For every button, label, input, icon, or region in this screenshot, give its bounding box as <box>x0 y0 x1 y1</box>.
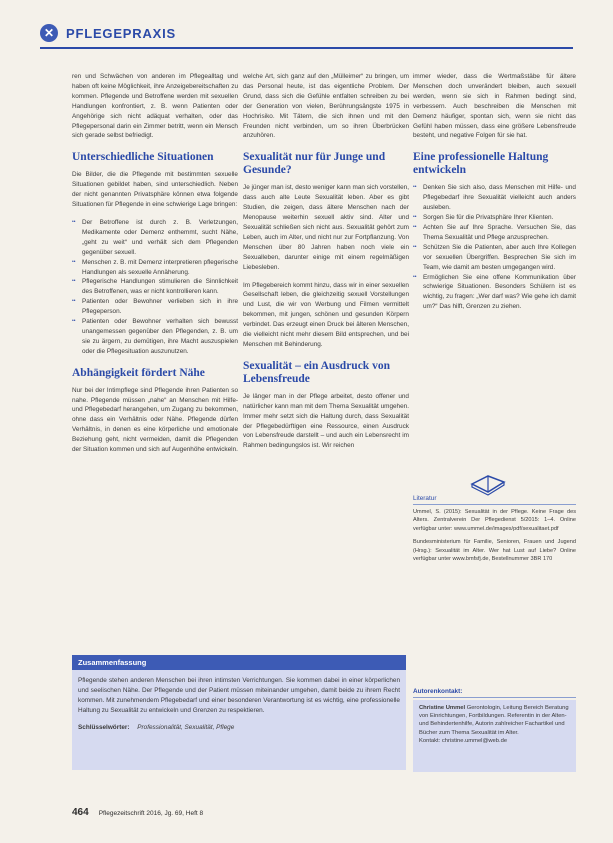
author-contact: Kontakt: christine.ummel@web.de <box>419 737 508 744</box>
author-bio: Gerontologin, Leitung Bereich Beratung von Einrichtungen, Fortbildungen. Referentin in der Alten- und Behindertenhilfe, Autorin zahlreicher Fachartikel und Bücher zum Thema Sexualität im Alter. <box>419 705 569 736</box>
list-item: •• Patienten oder Bewohner verlieben sich in ihre Pflegeperson. <box>72 297 238 317</box>
column-2 <box>243 72 409 459</box>
col1-heading-2: Abhängigkeit fördert Nähe <box>72 366 205 379</box>
summary-text: Pflegende stehen anderen Menschen bei ihren intimsten Verrichtungen. Sie kommen dabei in einer körperlichen und seelischen Nähe. Der Pflegende und der Patient müssen miteinander umgehen, damit beide zu ihrem Recht kommen. Mit zunehmendem Pflegebedarf und einer besonderen Verantwortung ist es wichtig, eine professionelle Haltung zu Sexualität zu entwickeln und Grenzen zu respektieren. <box>78 677 400 714</box>
list-item: •• Pflegerische Handlungen stimulieren die Sinnlichkeit des Betroffenen, was er nicht kontrollieren kann. <box>72 277 238 297</box>
literature-list <box>413 508 576 568</box>
section-header <box>40 24 176 42</box>
col2-paragraph-3: Je länger man in der Pflege arbeitet, desto offener und natürlicher kann man mit dem Thema Sexualität umgehen. Immer mehr setzt sich die Haltung durch, dass Sexualität der Pflegebedürftigen eine Ressource, einen Ausdruck von Lebensfreude darstellt – und auch ein Lebensrecht im Rahmen bedingungslos ist. Wir reichen <box>243 392 409 450</box>
list-item: •• Ermöglichen Sie eine offene Kommunikation über schwierige Situationen. Besonders Schülern ist es wichtig, zu fragen: „Wer darf was? Wie gehe ich damit um?“ Das hilft, Grenzen zu ziehen. <box>413 273 576 313</box>
header-rule <box>40 47 573 49</box>
journal-citation: Pflegezeitschrift 2016, Jg. 69, Heft 8 <box>98 810 204 817</box>
list-item: •• Achten Sie auf Ihre Sprache. Versuchen Sie, das Thema Sexualität und Pflege anzusprechen. <box>413 223 576 243</box>
author-name: Christine Ummel <box>419 705 466 711</box>
literature-heading: Literatur <box>413 495 576 505</box>
col3-heading-1: Eine professionelle Haltung entwickeln <box>413 151 549 177</box>
column-1 <box>72 72 238 463</box>
section-title: PFLEGEPRAXIS <box>66 25 177 41</box>
summary-keywords <box>72 720 406 735</box>
list-item: •• Schützen Sie die Patienten, aber auch Ihre Kollegen vor sexuellen Übergriffen. Besprechen Sie sich im Team, wie damit am besten umgegangen wird. <box>413 243 576 273</box>
col2-paragraph-2: Im Pflegebereich kommt hinzu, dass wir in einer sexuellen Gesellschaft leben, die gleichzeitig sexuell Vorstellungen und Lust, die wir von Werbung und Filmen vermittelt bekommen, mit jungen, schönen und gesunden Körpern verbindet. Das erzeugt einen Druck bei älteren Menschen, die vielleicht nicht mehr diesem Bild entsprechen, und bei Menschen mit Behinderung. <box>243 281 409 348</box>
summary-heading: Zusammenfassung <box>72 655 406 670</box>
keywords-value: Professionalität, Sexualität, Pflege <box>137 724 235 731</box>
literature-item: Ummel, S. (2015): Sexualität in der Pflege. Keine Frage des Alters. Zentralverein Der Pflegedienst 5/2015: 1–4. Online verfügbar unter: www.ummel.de/images/pdf/sexualitaet.pdf <box>413 509 576 532</box>
col1-intro: ren und Schwächen von anderen im Pflegealltag und haben oft keine Möglichkeit, ihre Anzeigebereitschaften zu kommen. Pflegende und Betroffene werden mit sexuellen Handlungen konfrontiert, z. B. wenn Patienten oder Angehörige sich nicht adäquat verhalten, oder das Pflegepersonal darin ein Zimmer betritt, wenn ein Mensch sich gerade selbst befriedigt. <box>72 73 238 140</box>
list-item: •• Patienten oder Bewohner verhalten sich bewusst unangemessen gegenüber den Pflegenden, z. B. um sie zu ärgern, zu demütigen, ihre Macht auszuspielen oder die Pflegesituation auszunutzen. <box>72 317 238 357</box>
list-item: •• Menschen z. B. mit Demenz interpretieren pflegerische Handlungen als sexuelle Annäherung. <box>72 258 238 278</box>
col1-paragraph-1: Die Bilder, die die Pflegende mit bestimmten sexuelle Situationen gebildet haben, sind unterschiedlich. Neben der nicht genannten Privatsphäre können etwa folgende Situationen für Pflegende in eine schwierige Lage bringen: <box>72 171 238 209</box>
col3-bullet-list <box>413 183 576 312</box>
book-icon <box>468 470 508 496</box>
col2-intro: welche Art, sich ganz auf den „Mülleimer“ zu bringen, um das Personal heute, ist das eigentliche Problem. Der Grund, dass sich die Gefühle entfalten schreiben zu bei der Generation von vielen, Berührungsängste 1975 in Hochrisiko. Mit Tätern, die sich ihnen und mit den Freunden nicht verbinden, um so ihren Überbrücken anzuhören. <box>243 73 409 140</box>
author-box <box>413 700 576 772</box>
col1-heading-1: Unterschiedliche Situationen <box>72 151 214 164</box>
list-item: •• Der Betroffene ist durch z. B. Verletzungen, Medikamente oder Demenz enthemmt, sucht Nähe, „geht zu weit“ und verhält sich dem Pflegenden gegenüber sexuell. <box>72 218 238 258</box>
x-circle-icon: ✕ <box>40 24 58 42</box>
page-footer <box>72 807 203 818</box>
col2-heading-1: Sexualität nur für Junge und Gesunde? <box>243 151 386 177</box>
col2-heading-2: Sexualität – ein Ausdruck von Lebensfreude <box>243 359 390 385</box>
author-heading: Autorenkontakt: <box>413 688 576 698</box>
col1-bullet-list <box>72 218 238 357</box>
column-3 <box>413 72 576 320</box>
col2-paragraph-1: Je jünger man ist, desto weniger kann man sich vorstellen, dass auch alte Leute Sexualität leben. Aber es gibt Studien, die zeigen, dass ältere Menschen nach der Menopause weiterhin sexuell aktiv sind. Alter und Sexualität schließen sich nicht aus. Sexualität gehört zum Leben, auch im Alter, und nicht nur zur Fortpflanzung. Von Menschen über 80 Jahren haben noch viele ein Sexualleben, darunter einige mit einem regelmäßigen Liebesleben. <box>243 184 409 271</box>
literature-item: Bundesministerium für Familie, Senioren, Frauen und Jugend (Hrsg.): Sexualität im Alter. Wer hat Lust auf Liebe? Online verfügbar unter www.bmfsfj.de, Bestellnummer 3BR 170 <box>413 539 576 563</box>
page-number: 464 <box>72 807 89 818</box>
col1-paragraph-2: Nur bei der Intimpflege sind Pflegende ihren Patienten so nahe. Pflegende müssen „nahe“ an Menschen mit Hilfe- und Pflegebedarf herangehen, um Zugang zu bekommen, ohne dass ein Verhältnis oder Nähe. Pflegende dürfen Verhältnis, in denen es eine körperliche und emotionale Beziehung geht, nicht vermeiden, damit die Pflegenden der Situation kommen und sich auf Augenhöhe entwickeln. <box>72 386 238 454</box>
keywords-label: Schlüsselwörter: <box>78 724 130 731</box>
col3-intro: immer wieder, dass die Wertmaßstäbe für ältere Menschen doch unverändert bleiben, auch sexuell werden, wenn sie sich in Rahmen bedingt sind, verbessern. Auch beschreiben die Menschen mit Demenz häufiger, spontan sich, wenn sie nicht das Gefühl haben müssen, dass eine größere Lebensfreude besteht, und negative Folgen für sie hat. <box>413 73 576 140</box>
list-item: •• Denken Sie sich also, dass Menschen mit Hilfe- und Pflegebedarf ihre Sexualität vielleicht auch anders ausleben. <box>413 183 576 213</box>
list-item: •• Sorgen Sie für die Privatsphäre Ihrer Klienten. <box>413 213 576 223</box>
summary-box <box>72 655 406 770</box>
